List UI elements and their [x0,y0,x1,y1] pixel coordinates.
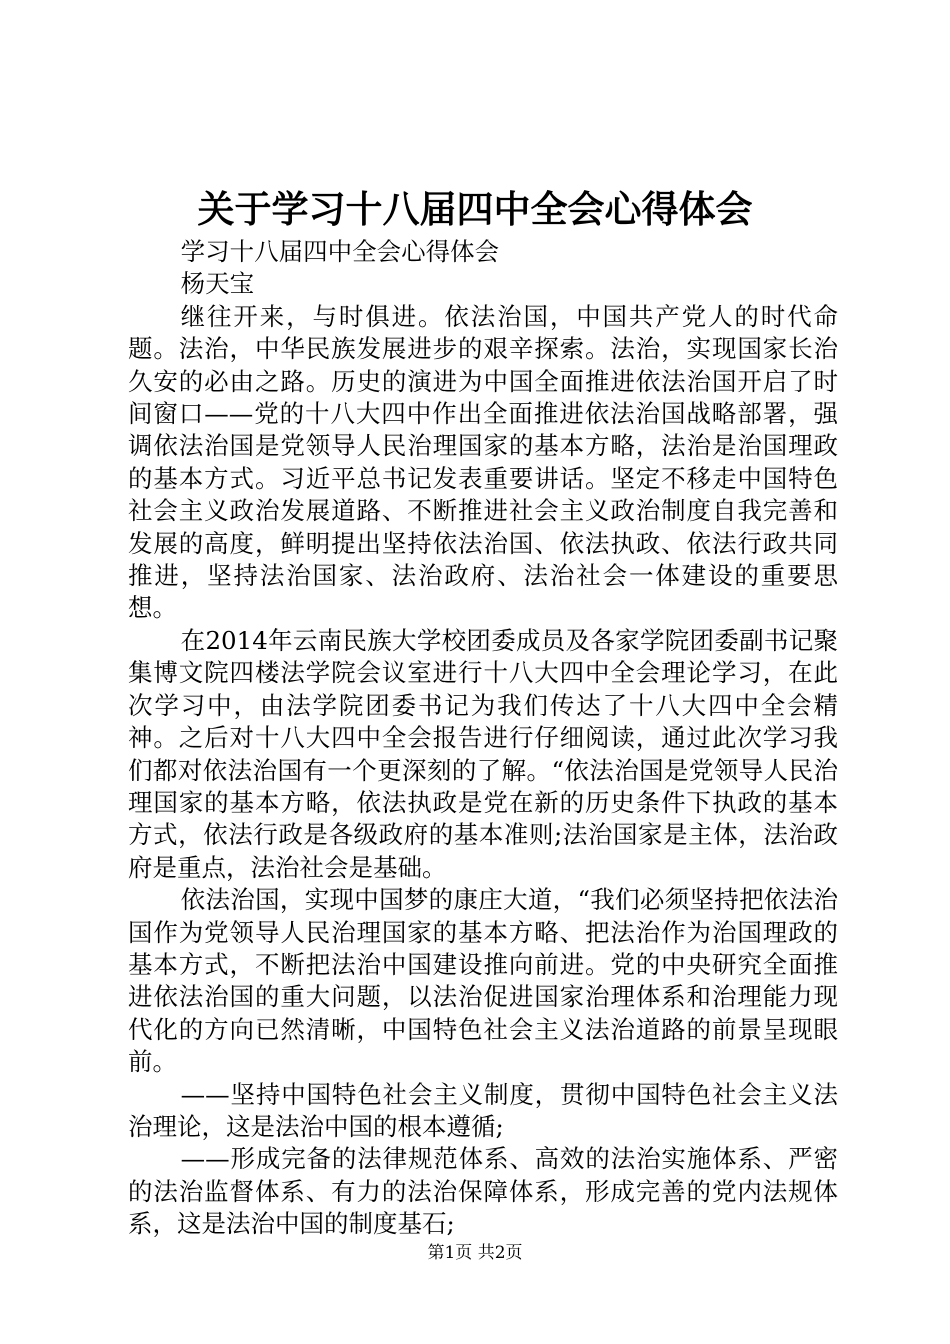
paragraph: 依法治国，实现中国梦的康庄大道，“我们必须坚持把依法治国作为党领导人民治理国家的基本方略、把法治作为治国理政的基本方式，不断把法治中国建设推向前进。党的中央研究全面推进依法治国的重大问题，以法治促进国家治理体系和治理能力现代化的方向已然清晰，中国特色社会主义法治道路的前景呈现眼前。 [128,885,838,1077]
document-author: 杨天宝 [180,269,255,299]
paragraph: ——形成完备的法律规范体系、高效的法治实施体系、严密的法治监督体系、有力的法治保障体系，形成完善的党内法规体系，这是法治中国的制度基石; [128,1144,838,1239]
document-subtitle: 学习十八届四中全会心得体会 [180,237,500,266]
page-number: 第1页 共2页 [427,1243,523,1263]
document-title: 关于学习十八届四中全会心得体会 [197,187,753,231]
paragraph: 继往开来，与时俱进。依法治国，中国共产党人的时代命题。法治，中华民族发展进步的艰辛探索。法治，实现国家长治久安的必由之路。历史的演进为中国全面推进依法治国开启了时间窗口——党的十八大四中作出全面推进依法治国战略部署，强调依法治国是党领导人民治理国家的基本方略，法治是治国理政的基本方式。习近平总书记发表重要讲话。坚定不移走中国特色社会主义政治发展道路、不断推进社会主义政治制度自我完善和发展的高度，鲜明提出坚持依法治国、依法执政、依法行政共同推进，坚持法治国家、法治政府、法治社会一体建设的重要思想。 [128,301,838,623]
document-body [128,236,838,1241]
paragraph: 在2014年云南民族大学校团委成员及各家学院团委副书记聚集博文院四楼法学院会议室进行十八大四中全会理论学习，在此次学习中，由法学院团委书记为我们传达了十八大四中全会精神。之后对十八大四中全会报告进行仔细阅读，通过此次学习我们都对依法治国有一个更深刻的了解。“依法治国是党领导人民治理国家的基本方略，依法执政是党在新的历史条件下执政的基本方式，依法行政是各级政府的基本准则;法治国家是主体，法治政府是重点，法治社会是基础。 [128,625,838,882]
paragraph: ——坚持中国特色社会主义制度，贯彻中国特色社会主义法治理论，这是法治中国的根本遵循; [128,1079,838,1141]
